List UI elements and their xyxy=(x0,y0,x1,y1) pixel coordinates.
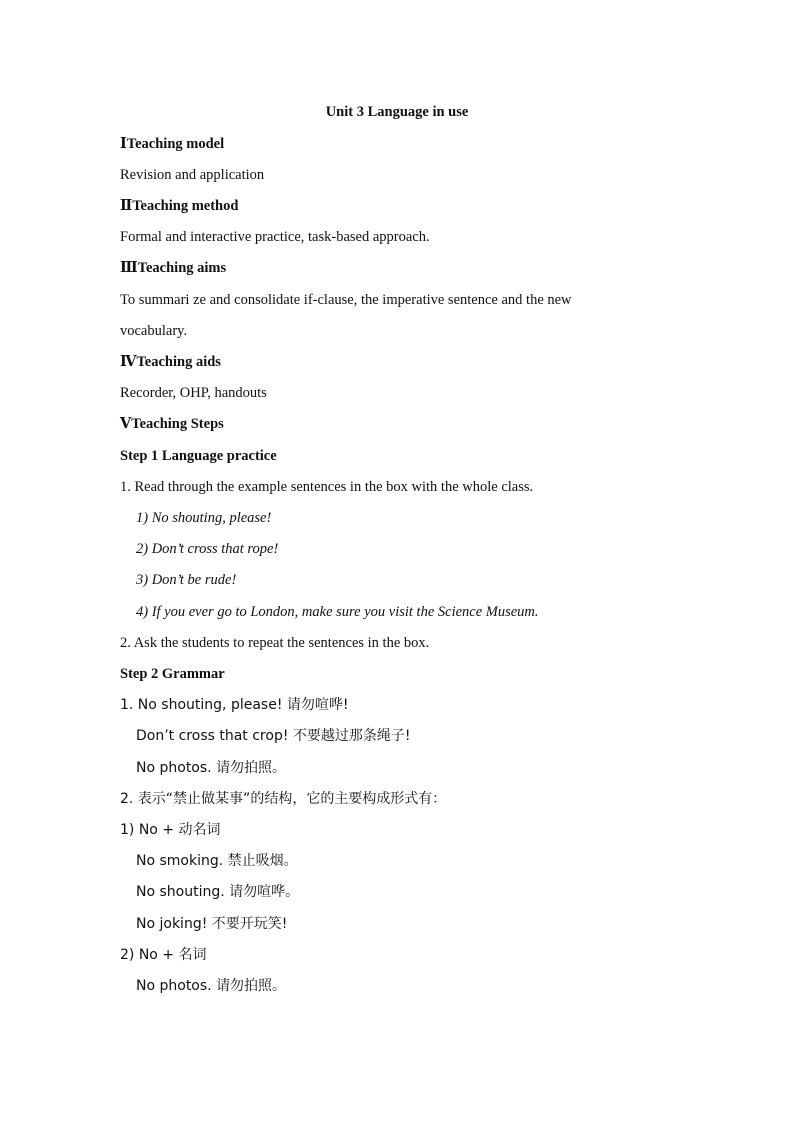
grammar-sub-2: 2) No + 名词 xyxy=(120,947,207,963)
section-text-teaching-aids: Recorder, OHP, handouts xyxy=(120,385,267,401)
step2-heading: Step 2 Grammar xyxy=(120,666,225,682)
step1-item-2: 2. Ask the students to repeat the sentences in the box. xyxy=(120,635,430,651)
step1-item-1: 1. Read through the example sentences in the box with the whole class. xyxy=(120,479,534,495)
example-sentence-1: 1) No shouting, please! xyxy=(136,510,272,526)
grammar-sub-1: 1) No + 动名词 xyxy=(120,822,221,838)
section-heading-teaching-aims: ⅢTeaching aims xyxy=(120,260,227,276)
section-heading-teaching-model: ⅠTeaching model xyxy=(120,136,225,152)
example-sentence-2: 2) Don’t cross that rope! xyxy=(136,541,279,557)
grammar-line-1: 1. No shouting, please! 请勿喧哗! xyxy=(120,697,349,713)
section-text-teaching-aims-line1: To summari ze and consolidate if-clause, the imperative sentence and the new xyxy=(120,292,572,308)
grammar-structure-intro: 2. 表示“禁止做某事”的结构，它的主要构成形式有： xyxy=(120,791,447,807)
page-title: Unit 3 Language in use xyxy=(325,104,469,120)
step1-heading: Step 1 Language practice xyxy=(120,448,277,464)
grammar-line-3: No photos. 请勿拍照。 xyxy=(136,760,287,776)
grammar-sub-1-example-2: No shouting. 请勿喧哗。 xyxy=(136,884,300,900)
section-text-teaching-method: Formal and interactive practice, task-based approach. xyxy=(120,229,430,245)
section-heading-teaching-method: ⅡTeaching method xyxy=(120,198,239,214)
section-text-teaching-aims-line2: vocabulary. xyxy=(120,323,188,339)
grammar-line-2: Don’t cross that crop! 不要越过那条绳子! xyxy=(136,728,411,744)
section-text-teaching-model: Revision and application xyxy=(120,167,265,183)
grammar-sub-1-example-3: No joking! 不要开玩笑! xyxy=(136,916,288,932)
section-heading-teaching-steps: ⅤTeaching Steps xyxy=(120,416,224,432)
grammar-sub-2-example-1: No photos. 请勿拍照。 xyxy=(136,978,287,994)
section-heading-teaching-aids: ⅣTeaching aids xyxy=(120,354,221,370)
grammar-sub-1-example-1: No smoking. 禁止吸烟。 xyxy=(136,853,298,869)
example-sentence-4: 4) If you ever go to London, make sure you visit the Science Museum. xyxy=(136,604,539,620)
example-sentence-3: 3) Don’t be rude! xyxy=(136,572,237,588)
